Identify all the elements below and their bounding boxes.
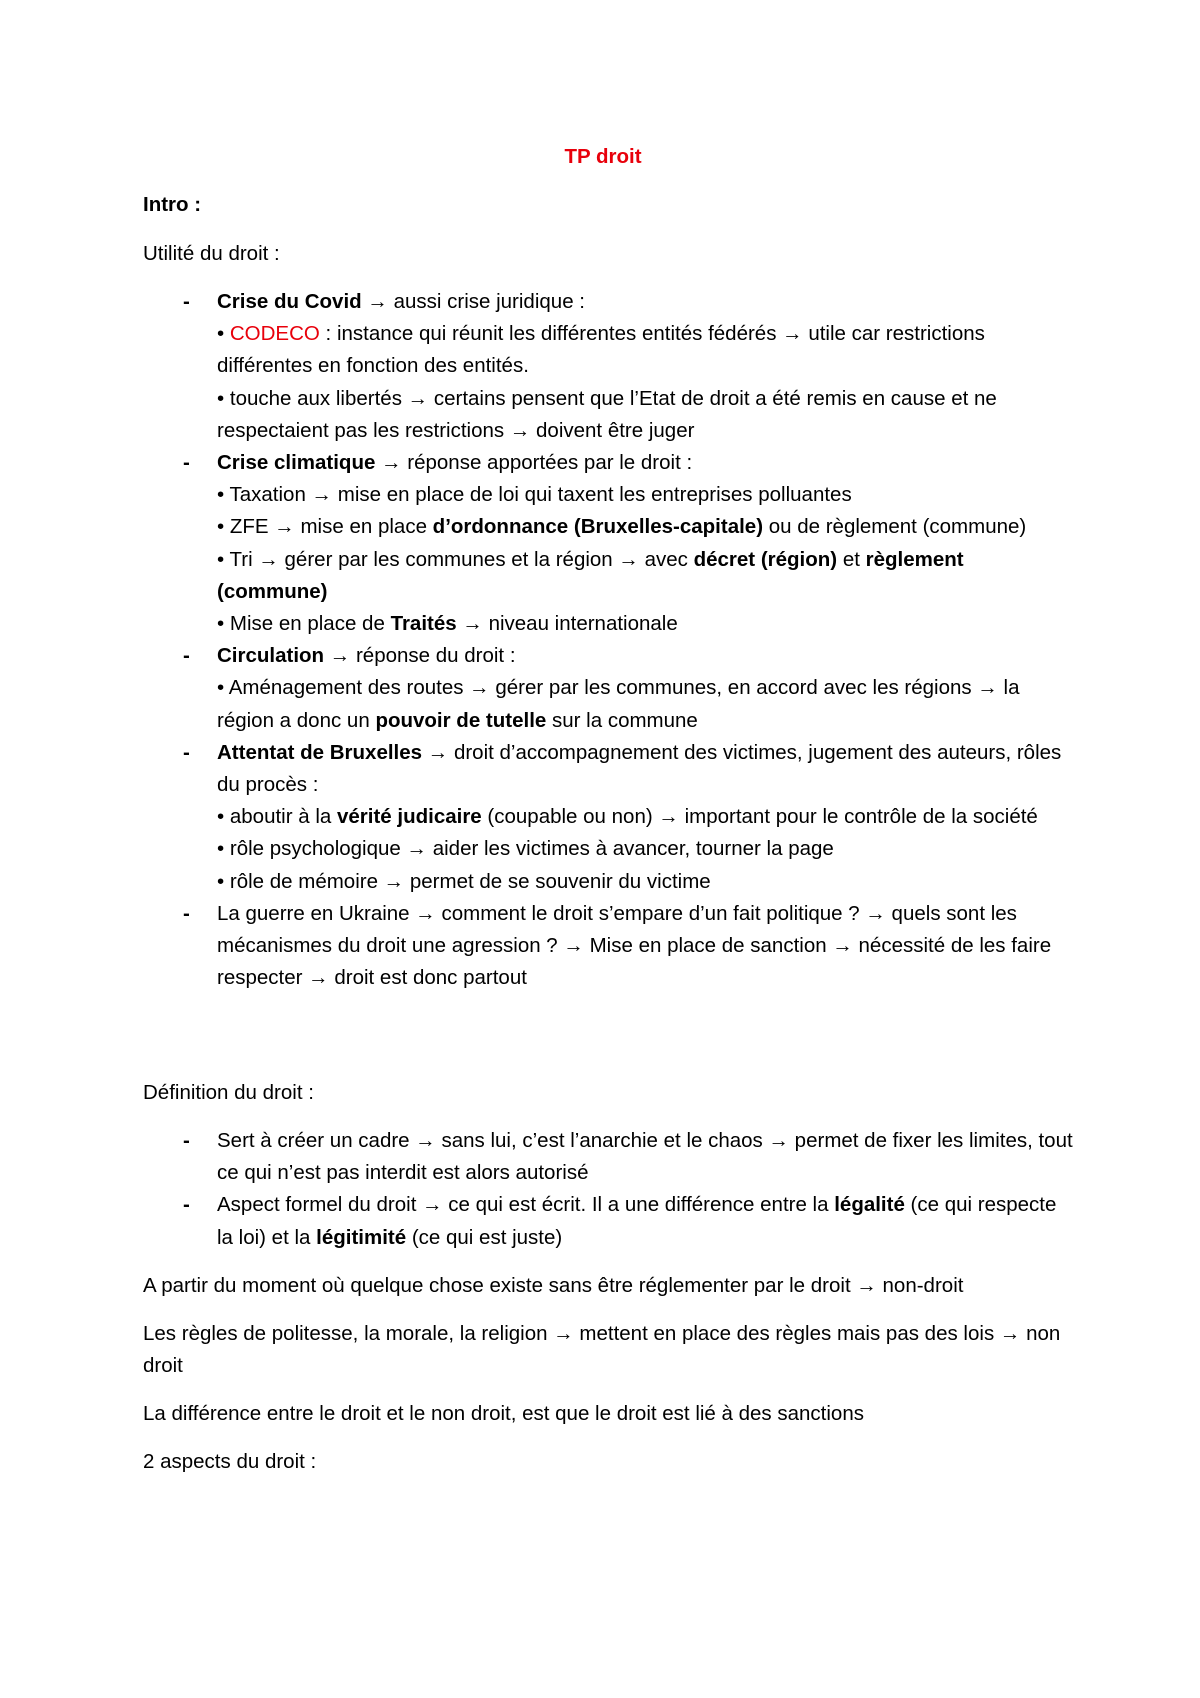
- list-item-climat: - Crise climatique → réponse apportées par le droit : • Taxation → mise en place de loi qui taxent les entreprises polluantes • ZFE → mise en place d’ordonnance (Bruxelles-capitale) ou de règlement (commune) • Tri → gérer par les communes et la région → avec décret (région) et règlement (commune) • Mise en place de Traités → niveau internationale: [143, 447, 1073, 640]
- sub-item-libertes: • touche aux libertés → certains pensent que l’Etat de droit a été remis en cause et ne respectaient pas les restrictions → doivent être juger: [217, 386, 997, 442]
- document-title: TP droit: [564, 145, 642, 168]
- paragraph-regles: Les règles de politesse, la morale, la religion → mettent en place des règles mais pas des lois → non droit: [143, 1322, 1061, 1378]
- sub-item-routes: • Aménagement des routes → gérer par les communes, en accord avec les régions → la région a donc un pouvoir de tutelle sur la commune: [217, 676, 1020, 732]
- sub-item-tri: • Tri → gérer par les communes et la région → avec décret (région) et règlement (commune): [217, 547, 964, 603]
- sub-item-taxation: • Taxation → mise en place de loi qui taxent les entreprises polluantes: [217, 483, 852, 507]
- utilite-heading: Utilité du droit :: [143, 242, 280, 265]
- paragraph-aspects: 2 aspects du droit :: [143, 1450, 317, 1473]
- sub-item-psychologique: • rôle psychologique → aider les victimes à avancer, tourner la page: [217, 837, 834, 861]
- sub-item-traites: • Mise en place de Traités → niveau internationale: [217, 612, 678, 636]
- definition-heading: Définition du droit :: [143, 1081, 314, 1104]
- paragraph-difference: La différence entre le droit et le non droit, est que le droit est lié à des sanctions: [143, 1402, 864, 1425]
- list-item-cadre: - Sert à créer un cadre → sans lui, c’est l’anarchie et le chaos → permet de fixer les limites, tout ce qui n’est pas interdit est alors autorisé: [143, 1125, 1073, 1189]
- definition-list: [143, 1125, 1073, 1254]
- sub-item-memoire: • rôle de mémoire → permet de se souvenir du victime: [217, 869, 711, 893]
- list-item-attentat: - Attentat de Bruxelles → droit d’accompagnement des victimes, jugement des auteurs, rôles du procès : • aboutir à la vérité judicaire (coupable ou non) → important pour le contrôle de la société • rôle psychologique → aider les victimes à avancer, tourner la page • rôle de mémoire → permet de se souvenir du victime: [143, 737, 1073, 898]
- list-item-aspect-formel: - Aspect formel du droit → ce qui est écrit. Il a une différence entre la légalité (ce qui respecte la loi) et la légitimité (ce qui est juste): [143, 1189, 1073, 1253]
- sub-item-codeco: • CODECO : instance qui réunit les différentes entités fédérés → utile car restrictions différentes en fonction des entités.: [217, 322, 985, 378]
- sub-item-verite: • aboutir à la vérité judicaire (coupable ou non) → important pour le contrôle de la société: [217, 805, 1038, 829]
- intro-heading: Intro :: [143, 193, 202, 216]
- paragraph-non-droit: A partir du moment où quelque chose existe sans être réglementer par le droit → non-droit: [143, 1274, 964, 1297]
- list-item-ukraine: - La guerre en Ukraine → comment le droit s’empare d’un fait politique ? → quels sont les mécanismes du droit une agression ? → Mise en place de sanction → nécessité de les faire respecter → droit est donc partout: [143, 898, 1073, 995]
- list-item-covid: - Crise du Covid → aussi crise juridique : • CODECO : instance qui réunit les différentes entités fédérés → utile car restrictions différentes en fonction des entités. • touche aux libertés → certains pensent que l’Etat de droit a été remis en cause et ne respectaient pas les restrictions → doivent être juger: [143, 286, 1073, 447]
- sub-item-zfe: • ZFE → mise en place d’ordonnance (Bruxelles-capitale) ou de règlement (commune): [217, 515, 1027, 539]
- list-item-circulation: - Circulation → réponse du droit : • Aménagement des routes → gérer par les communes, en accord avec les régions → la région a donc un pouvoir de tutelle sur la commune: [143, 640, 1073, 737]
- utilite-list: [143, 286, 1073, 994]
